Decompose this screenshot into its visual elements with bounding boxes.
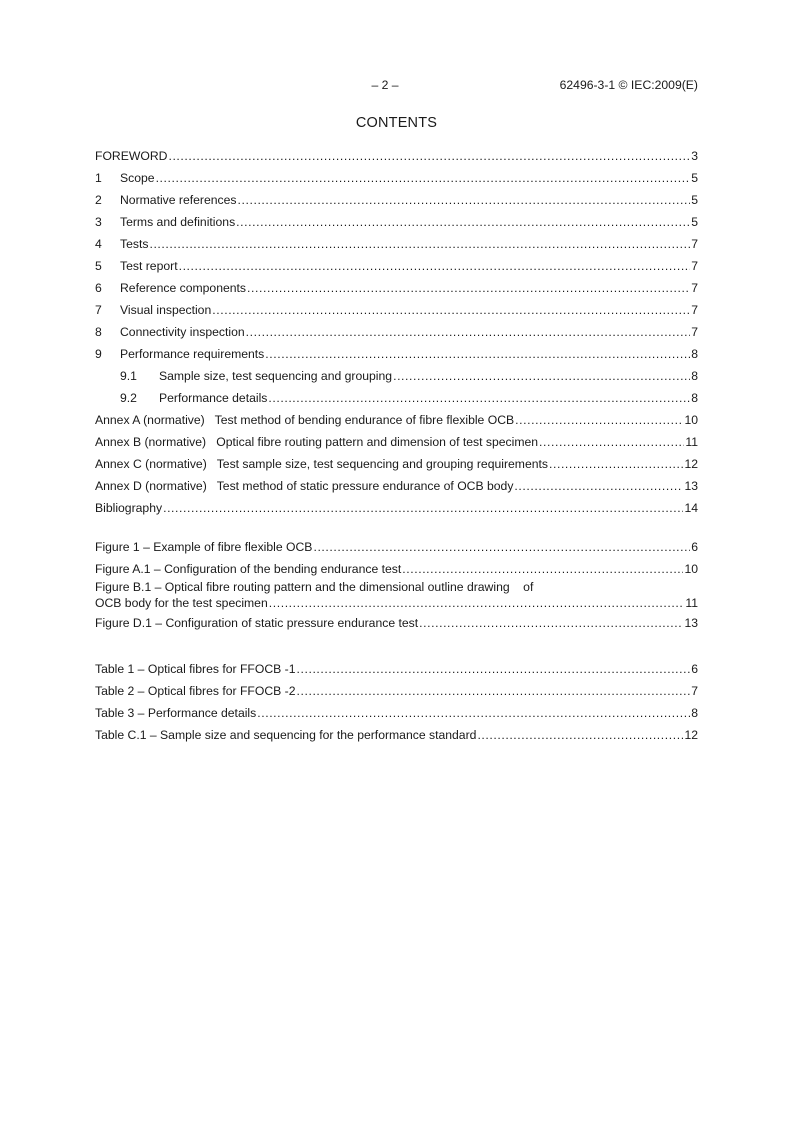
toc-entry-number: 1	[95, 171, 102, 185]
toc-entry-normative-references[interactable]	[95, 189, 698, 211]
figure-entry-label: Figure D.1 – Configuration of static pressure endurance test	[95, 616, 419, 630]
toc-entry-number: 9.1	[120, 369, 137, 383]
toc-entry-label: Sample size, test sequencing and grouping	[159, 369, 393, 383]
toc-entry-label: Performance requirements	[120, 347, 265, 361]
table-entry-page: 8	[691, 706, 698, 720]
dot-leader	[514, 475, 683, 497]
figure-entry-page: 6	[691, 540, 698, 554]
toc-entry-page: 7	[691, 303, 698, 317]
dot-leader	[549, 453, 683, 475]
toc-entry-page: 11	[685, 435, 698, 449]
toc-entry-annex-b[interactable]	[95, 431, 698, 453]
page-number: – 2 –	[371, 78, 399, 92]
dot-leader	[539, 431, 684, 453]
table-entry-page: 12	[684, 728, 698, 742]
toc-entry-annex-d[interactable]	[95, 475, 698, 497]
toc-entry-label: Annex D (normative) Test method of static pressure endurance of OCB body	[95, 479, 514, 493]
dot-leader	[515, 409, 683, 431]
toc-entry-number: 7	[95, 303, 102, 317]
dot-leader	[179, 255, 691, 277]
dot-leader	[297, 658, 691, 680]
toc-entry-label: Scope	[120, 171, 155, 185]
toc-entry-terms-and-definitions[interactable]	[95, 211, 698, 233]
standard-reference: 62496-3-1 © IEC:2009(E)	[559, 78, 698, 92]
dot-leader	[238, 189, 691, 211]
list-of-tables	[95, 658, 698, 746]
toc-entry-annex-a[interactable]	[95, 409, 698, 431]
toc-entry-number: 9.2	[120, 391, 137, 405]
dot-leader	[297, 680, 691, 702]
toc-entry-page: 8	[691, 391, 698, 405]
toc-entry-test-report[interactable]	[95, 255, 698, 277]
toc-entry-foreword[interactable]	[95, 145, 698, 167]
dot-leader	[163, 497, 683, 519]
toc-entry-page: 3	[691, 149, 698, 163]
toc-entry-tests[interactable]	[95, 233, 698, 255]
dot-leader	[257, 702, 690, 724]
toc-entry-page: 7	[691, 325, 698, 339]
dot-leader	[156, 167, 691, 189]
figure-entry-page: 13	[684, 616, 698, 630]
toc-entry-label: Normative references	[120, 193, 237, 207]
table-entry-page: 7	[691, 684, 698, 698]
figure-entry-page: 11	[685, 596, 698, 610]
toc-entry-page: 14	[684, 501, 698, 515]
dot-leader	[477, 724, 683, 746]
table-entry-label: Table 2 – Optical fibres for FFOCB -2	[95, 684, 296, 698]
toc-entry-label: Annex A (normative) Test method of bending endurance of fibre flexible OCB	[95, 413, 515, 427]
contents-title: CONTENTS	[355, 115, 438, 131]
toc-entry-page: 5	[691, 215, 698, 229]
toc-entry-page: 12	[684, 457, 698, 471]
dot-leader	[393, 365, 690, 387]
dot-leader	[419, 612, 683, 634]
dot-leader	[268, 387, 690, 409]
figure-entry-label-line1: Figure B.1 – Optical fibre routing pattern and the dimensional outline drawing of	[95, 580, 534, 594]
toc-entry-page: 8	[691, 369, 698, 383]
dot-leader	[236, 211, 690, 233]
figure-entry-b1[interactable]	[95, 580, 698, 612]
toc-entry-performance-requirements[interactable]	[95, 343, 698, 365]
figure-entry-label: Figure A.1 – Configuration of the bending endurance test	[95, 562, 402, 576]
toc-entry-page: 7	[691, 259, 698, 273]
toc-entry-sample-size[interactable]	[95, 365, 698, 387]
toc-entry-label: Visual inspection	[120, 303, 212, 317]
table-entry-1[interactable]	[95, 658, 698, 680]
figure-entry-page: 10	[684, 562, 698, 576]
toc-entry-reference-components[interactable]	[95, 277, 698, 299]
toc-entry-number: 9	[95, 347, 102, 361]
toc-entry-label: Tests	[120, 237, 149, 251]
toc-entry-page: 5	[691, 193, 698, 207]
table-entry-2[interactable]	[95, 680, 698, 702]
toc-entry-page: 10	[684, 413, 698, 427]
table-entry-label: Table C.1 – Sample size and sequencing for the performance standard	[95, 728, 477, 742]
toc-entry-number: 2	[95, 193, 102, 207]
toc-entry-page: 7	[691, 237, 698, 251]
toc-entry-label: Bibliography	[95, 501, 163, 515]
dot-leader	[168, 145, 690, 167]
toc-main	[95, 145, 698, 519]
toc-entry-label: FOREWORD	[95, 149, 168, 163]
toc-entry-number: 5	[95, 259, 102, 273]
figure-entry-a1[interactable]	[95, 558, 698, 580]
toc-entry-label: Annex C (normative) Test sample size, test sequencing and grouping requirements	[95, 457, 548, 471]
figure-entry-label: OCB body for the test specimen	[95, 596, 268, 610]
toc-entry-label: Connectivity inspection	[120, 325, 245, 339]
toc-entry-visual-inspection[interactable]	[95, 299, 698, 321]
dot-leader	[247, 277, 690, 299]
toc-entry-number: 8	[95, 325, 102, 339]
dot-leader	[313, 536, 690, 558]
dot-leader	[246, 321, 691, 343]
table-entry-label: Table 1 – Optical fibres for FFOCB -1	[95, 662, 296, 676]
table-entry-3[interactable]	[95, 702, 698, 724]
toc-entry-label: Annex B (normative) Optical fibre routing pattern and dimension of test specimen	[95, 435, 539, 449]
dot-leader	[149, 233, 690, 255]
toc-entry-label: Performance details	[159, 391, 268, 405]
figure-entry-label: Figure 1 – Example of fibre flexible OCB	[95, 540, 313, 554]
toc-entry-connectivity-inspection[interactable]	[95, 321, 698, 343]
toc-entry-page: 7	[691, 281, 698, 295]
toc-entry-annex-c[interactable]	[95, 453, 698, 475]
figure-entry-d1[interactable]	[95, 612, 698, 634]
table-entry-page: 6	[691, 662, 698, 676]
toc-entry-page: 8	[691, 347, 698, 361]
toc-entry-page: 5	[691, 171, 698, 185]
dot-leader	[269, 595, 685, 612]
toc-entry-page: 13	[684, 479, 698, 493]
toc-entry-performance-details[interactable]	[95, 387, 698, 409]
list-of-figures	[95, 536, 698, 634]
toc-entry-scope[interactable]	[95, 167, 698, 189]
dot-leader	[402, 558, 683, 580]
toc-entry-label: Test report	[120, 259, 178, 273]
dot-leader	[212, 299, 690, 321]
toc-entry-label: Terms and definitions	[120, 215, 236, 229]
toc-entry-number: 3	[95, 215, 102, 229]
figure-entry-1[interactable]	[95, 536, 698, 558]
table-entry-c1[interactable]	[95, 724, 698, 746]
toc-entry-label: Reference components	[120, 281, 247, 295]
table-entry-label: Table 3 – Performance details	[95, 706, 257, 720]
toc-entry-bibliography[interactable]	[95, 497, 698, 519]
dot-leader	[265, 343, 690, 365]
toc-entry-number: 6	[95, 281, 102, 295]
toc-entry-number: 4	[95, 237, 102, 251]
